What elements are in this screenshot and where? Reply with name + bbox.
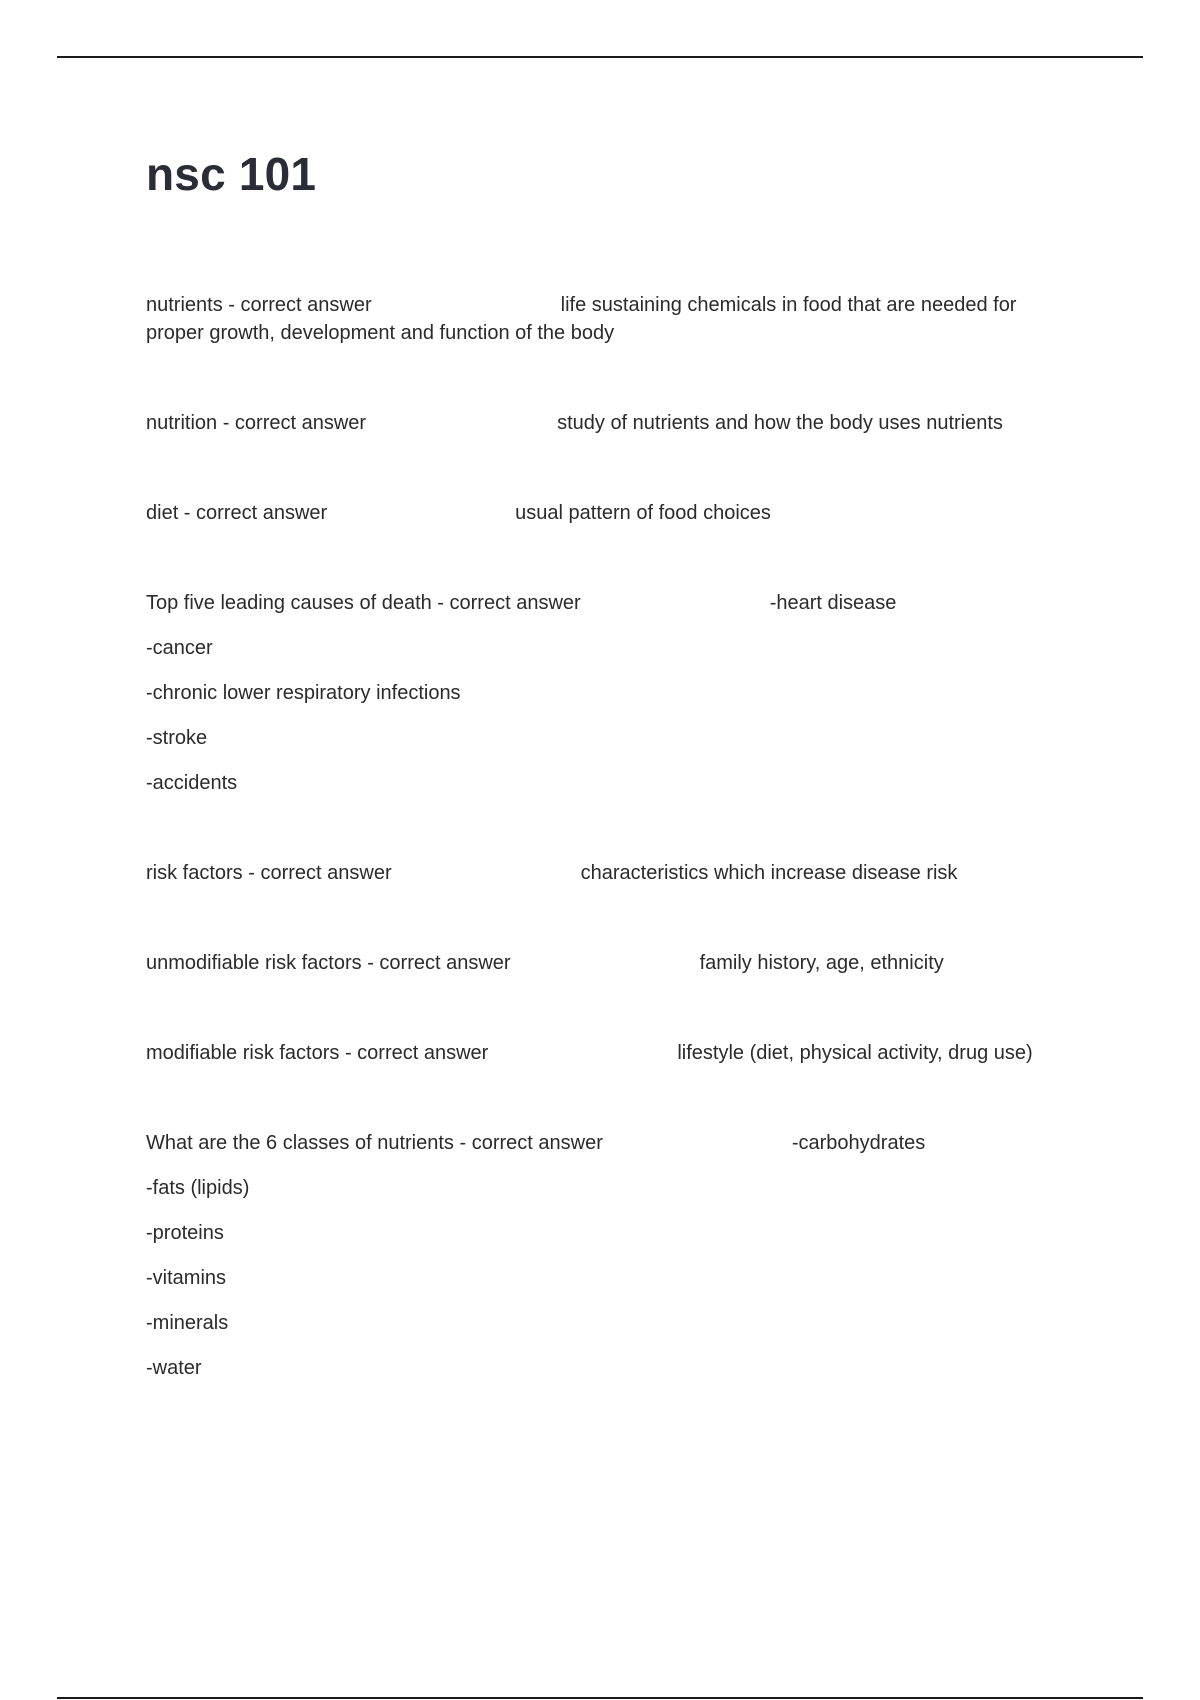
card-definition: study of nutrients and how the body uses nutrients xyxy=(557,412,1003,434)
card-term: unmodifiable risk factors - correct answer xyxy=(146,952,511,974)
list-item: -cancer xyxy=(146,637,213,659)
card-term: nutrients - correct answer xyxy=(146,294,372,316)
list-item: -minerals xyxy=(146,1312,229,1334)
list-item: -vitamins xyxy=(146,1267,227,1289)
list-item: -stroke xyxy=(146,727,208,749)
list-item: -proteins xyxy=(146,1222,224,1244)
list-item: -water xyxy=(146,1357,202,1379)
flashcard xyxy=(146,409,1066,437)
card-term: risk factors - correct answer xyxy=(146,862,392,884)
page-title: nsc 101 xyxy=(146,148,317,200)
flashcard xyxy=(146,291,1066,347)
top-rule xyxy=(57,56,1143,58)
flashcard xyxy=(146,859,1066,887)
card-definition: family history, age, ethnicity xyxy=(699,952,944,974)
list-item: -fats (lipids) xyxy=(146,1177,250,1199)
card-definition: characteristics which increase disease risk xyxy=(580,862,958,884)
flashcard xyxy=(146,499,1066,527)
card-term: nutrition - correct answer xyxy=(146,412,367,434)
card-term: Top five leading causes of death - correct answer xyxy=(146,592,581,614)
flashcard xyxy=(146,1039,1066,1067)
card-definition: life sustaining chemicals in food that are needed for proper growth, development and function of the body xyxy=(146,294,1017,344)
flashcard-list xyxy=(146,291,1066,1444)
card-term: diet - correct answer xyxy=(146,502,328,524)
flashcard xyxy=(146,949,1066,977)
card-term: What are the 6 classes of nutrients - correct answer xyxy=(146,1132,603,1154)
card-definition: usual pattern of food choices xyxy=(515,502,771,524)
card-term: modifiable risk factors - correct answer xyxy=(146,1042,489,1064)
flashcard xyxy=(146,589,1066,797)
card-definition: -carbohydrates xyxy=(791,1132,926,1154)
list-item: -accidents xyxy=(146,772,238,794)
card-definition: -heart disease xyxy=(769,592,897,614)
list-item: -chronic lower respiratory infections xyxy=(146,682,461,704)
card-definition: lifestyle (diet, physical activity, drug use) xyxy=(677,1042,1033,1064)
flashcard xyxy=(146,1129,1066,1382)
bottom-rule xyxy=(57,1697,1143,1699)
